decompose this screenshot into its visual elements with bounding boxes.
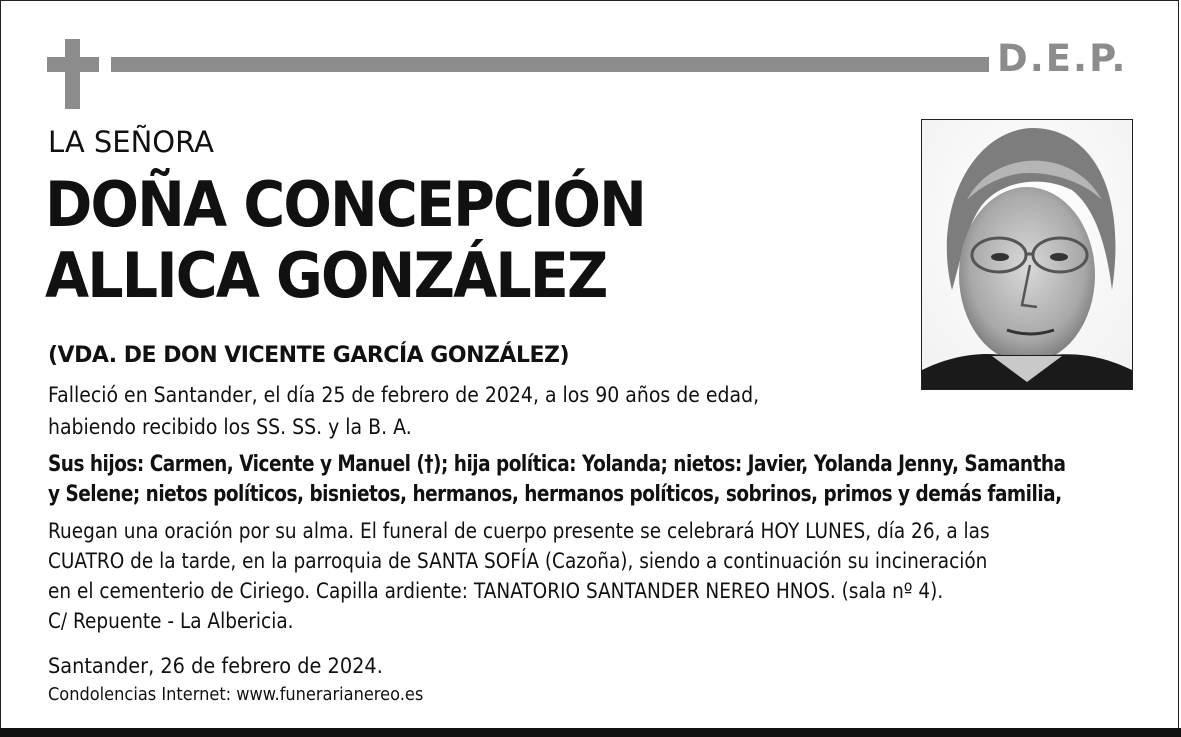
funeral-details-line: Ruegan una oración por su alma. El funeral de cuerpo presente se celebrará HOY LUNES, día 26, a las bbox=[48, 519, 990, 543]
funeral-details-line: C/ Repuente - La Albericia. bbox=[48, 609, 294, 633]
funeral-details bbox=[48, 516, 1118, 636]
deceased-name-line-1: DOÑA CONCEPCIÓN bbox=[45, 168, 646, 241]
cross-icon bbox=[47, 39, 99, 109]
deceased-name-line-2: ALLICA GONZÁLEZ bbox=[45, 239, 607, 312]
deceased-title: LA SEÑORA bbox=[48, 125, 214, 159]
death-notice bbox=[48, 379, 908, 443]
family-list bbox=[48, 450, 1181, 510]
death-notice-line: habiendo recibido los SS. SS. y la B. A. bbox=[48, 415, 412, 439]
death-notice-line: Falleció en Santander, el día 25 de febrero de 2024, a los 90 años de edad, bbox=[48, 383, 760, 407]
condolences-link[interactable]: Condolencias Internet: www.funerarianereo.es bbox=[48, 684, 424, 705]
dateline: Santander, 26 de febrero de 2024. bbox=[48, 654, 383, 678]
family-list-line: y Selene; nietos políticos, bisnietos, hermanos, hermanos políticos, sobrinos, primos y demás familia, bbox=[48, 482, 1062, 507]
widow-of-text: (VDA. DE DON VICENTE GARCÍA GONZÁLEZ) bbox=[48, 343, 570, 368]
funeral-details-line: en el cementerio de Ciriego. Capilla ardiente: TANATORIO SANTANDER NEREO HNOS. (sala nº 4). bbox=[48, 579, 944, 603]
deceased-name bbox=[45, 169, 697, 311]
family-list-line: Sus hijos: Carmen, Vicente y Manuel (†); hija política: Yolanda; nietos: Javier, Yolanda Jenny, Samantha bbox=[48, 452, 1066, 477]
funeral-details-line: CUATRO de la tarde, en la parroquia de SANTA SOFÍA (Cazoña), siendo a continuación su incineración bbox=[48, 549, 988, 573]
dep-label: D.E.P. bbox=[997, 37, 1128, 80]
bottom-border bbox=[0, 728, 1181, 737]
portrait-photo bbox=[921, 119, 1133, 390]
header-rule bbox=[111, 57, 989, 72]
